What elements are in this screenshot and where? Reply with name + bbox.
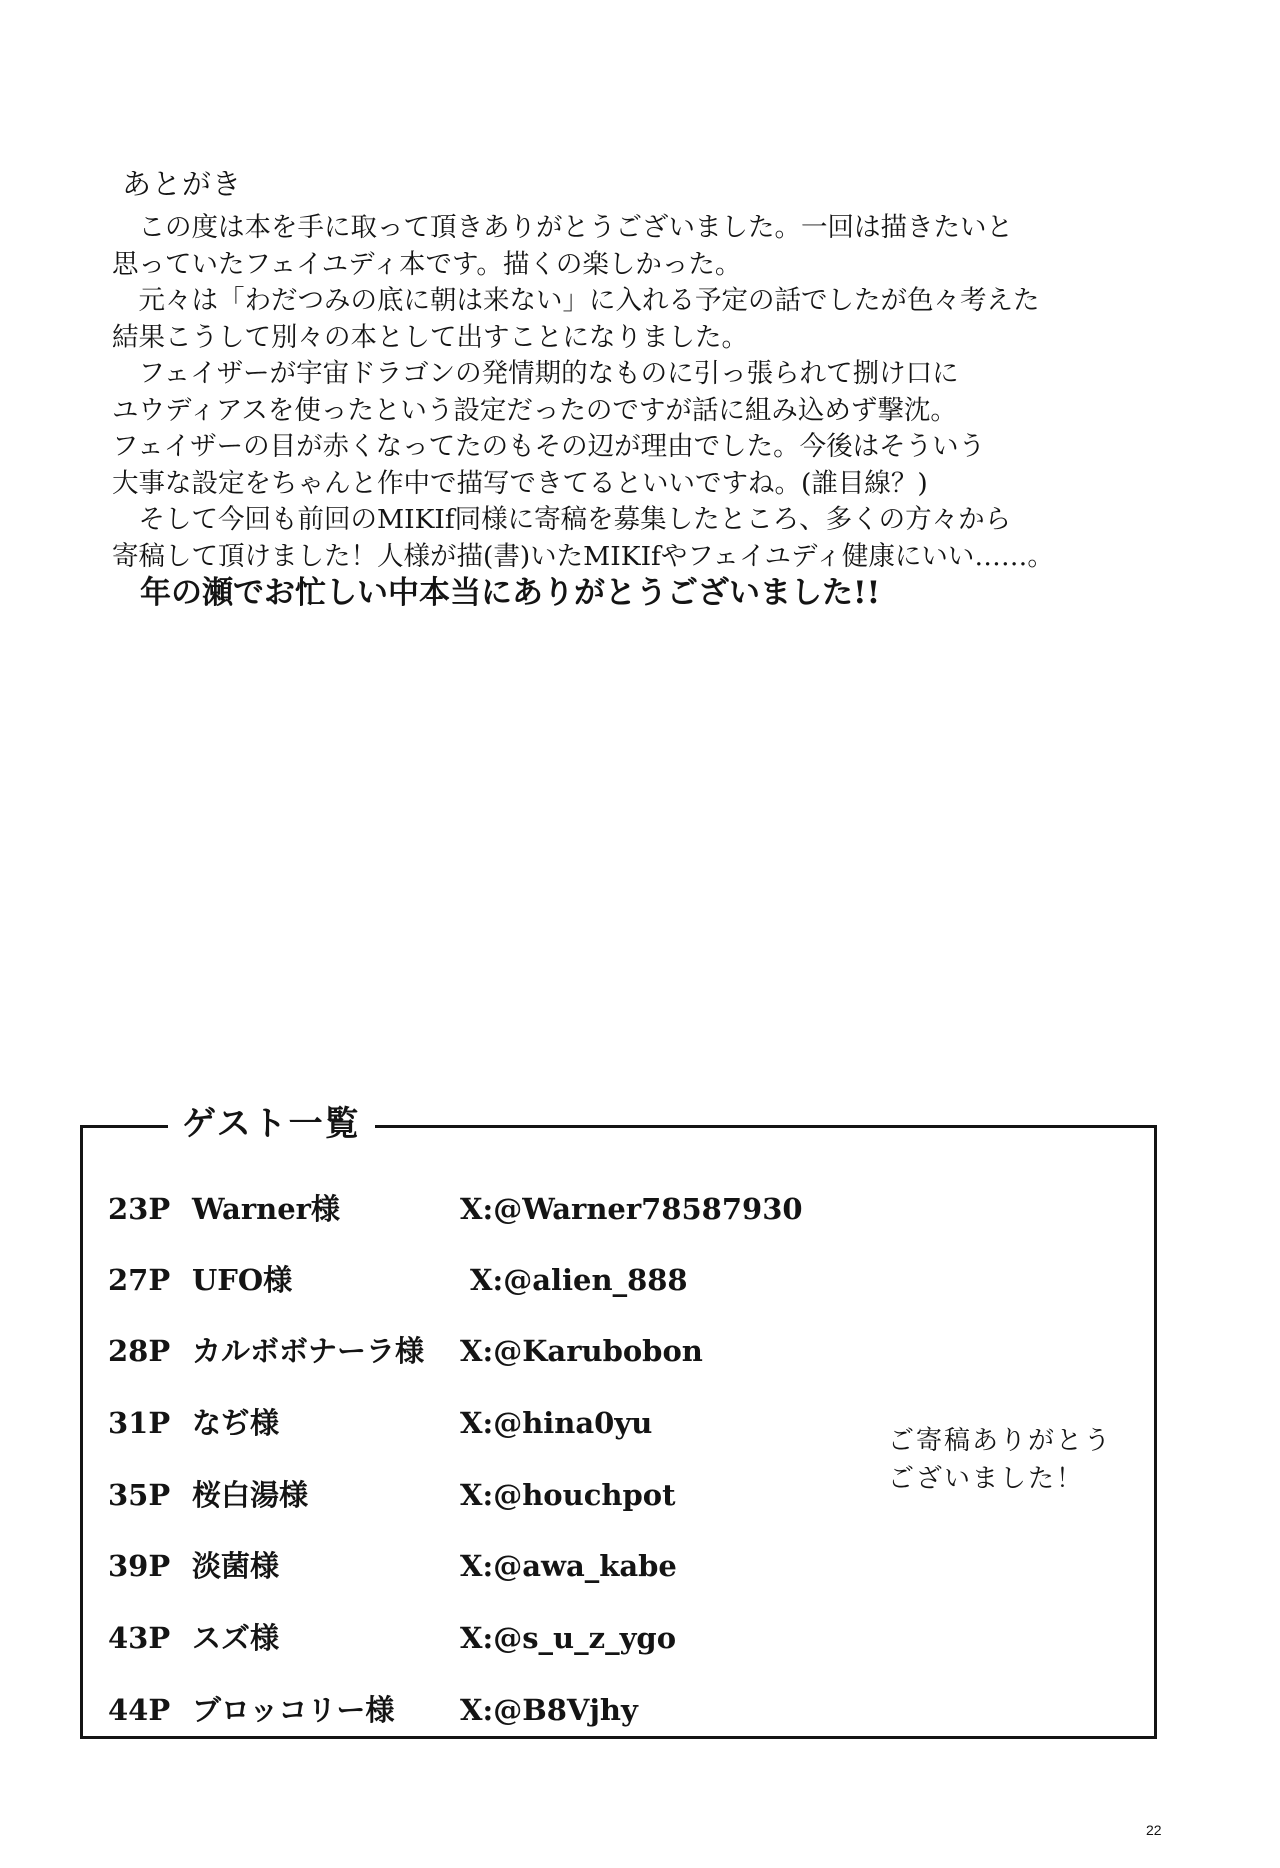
text-line: 寄稿して頂けました！人様が描(書)いたMIKIfやフェイユディ健康にいい……。	[112, 540, 1054, 572]
page-number: 22	[1146, 1822, 1162, 1838]
text-line: この度は本を手に取って頂きありがとうございました。一回は描きたいと	[112, 212, 1013, 243]
text-line: フェイザーが宇宙ドラゴンの発情期的なものに引っ張られて捌け口に	[112, 358, 959, 389]
guest-name: なぢ様	[192, 1406, 280, 1440]
guest-thanks-note	[888, 1422, 1112, 1498]
guest-page: 43P	[108, 1621, 171, 1655]
text-line: フェイザーの目が赤くなってたのもその辺が理由でした。今後はそういう	[112, 431, 986, 462]
guest-handle: X:@s_u_z_ygo	[460, 1621, 677, 1655]
guest-handle: X:@houchpot	[460, 1478, 676, 1512]
guest-page: 28P	[108, 1334, 171, 1368]
guest-handle: X:@Karubobon	[460, 1334, 703, 1368]
text-line: 思っていたフェイユディ本です。描くの楽しかった。	[112, 248, 742, 280]
text-line: ユウディアスを使ったという設定だったのですが話に組み込めず撃沈。	[112, 394, 957, 426]
guest-page: 39P	[108, 1549, 171, 1583]
guest-handle: X:@alien_888	[470, 1263, 688, 1297]
guest-page: 27P	[108, 1263, 171, 1297]
afterword-paragraph-2	[112, 502, 1054, 575]
afterword-paragraph-1	[112, 210, 1040, 502]
guest-name: 淡菌様	[192, 1549, 280, 1583]
thanks-line: ございました！	[888, 1464, 1085, 1494]
text-line: 結果こうして別々の本として出すことになりました。	[112, 321, 748, 353]
guest-name: Warner様	[192, 1192, 340, 1226]
text-line: そして今回も前回のMIKIf同様に寄稿を募集したところ、多くの方々から	[112, 504, 1012, 535]
guest-page: 31P	[108, 1406, 171, 1440]
text-line: 元々は「わだつみの底に朝は来ない」に入れる予定の話でしたが色々考えた	[112, 285, 1040, 316]
guest-name: 桜白湯様	[192, 1478, 309, 1512]
guest-handle: X:@B8Vjhy	[460, 1693, 638, 1727]
afterword-closing: 年の瀬でお忙しい中本当にありがとうございました!!	[140, 575, 881, 611]
guest-handle: X:@awa_kabe	[460, 1549, 677, 1583]
guest-list-title: ゲスト一覧	[168, 1102, 375, 1146]
text-line: 大事な設定をちゃんと作中で描写できてるといいですね。(誰目線？)	[112, 467, 928, 499]
thanks-line: ご寄稿ありがとう	[888, 1426, 1113, 1456]
guest-page: 35P	[108, 1478, 171, 1512]
guest-name: スズ様	[192, 1621, 280, 1655]
guest-page: 23P	[108, 1192, 171, 1226]
guest-handle: X:@hina0yu	[460, 1406, 653, 1440]
afterword-heading: あとがき	[122, 167, 243, 201]
guest-name: ブロッコリー様	[192, 1693, 395, 1727]
guest-handle: X:@Warner78587930	[460, 1192, 803, 1226]
guest-name: カルボボナーラ様	[192, 1334, 425, 1368]
guest-name: UFO様	[192, 1263, 293, 1297]
guest-page: 44P	[108, 1693, 171, 1727]
